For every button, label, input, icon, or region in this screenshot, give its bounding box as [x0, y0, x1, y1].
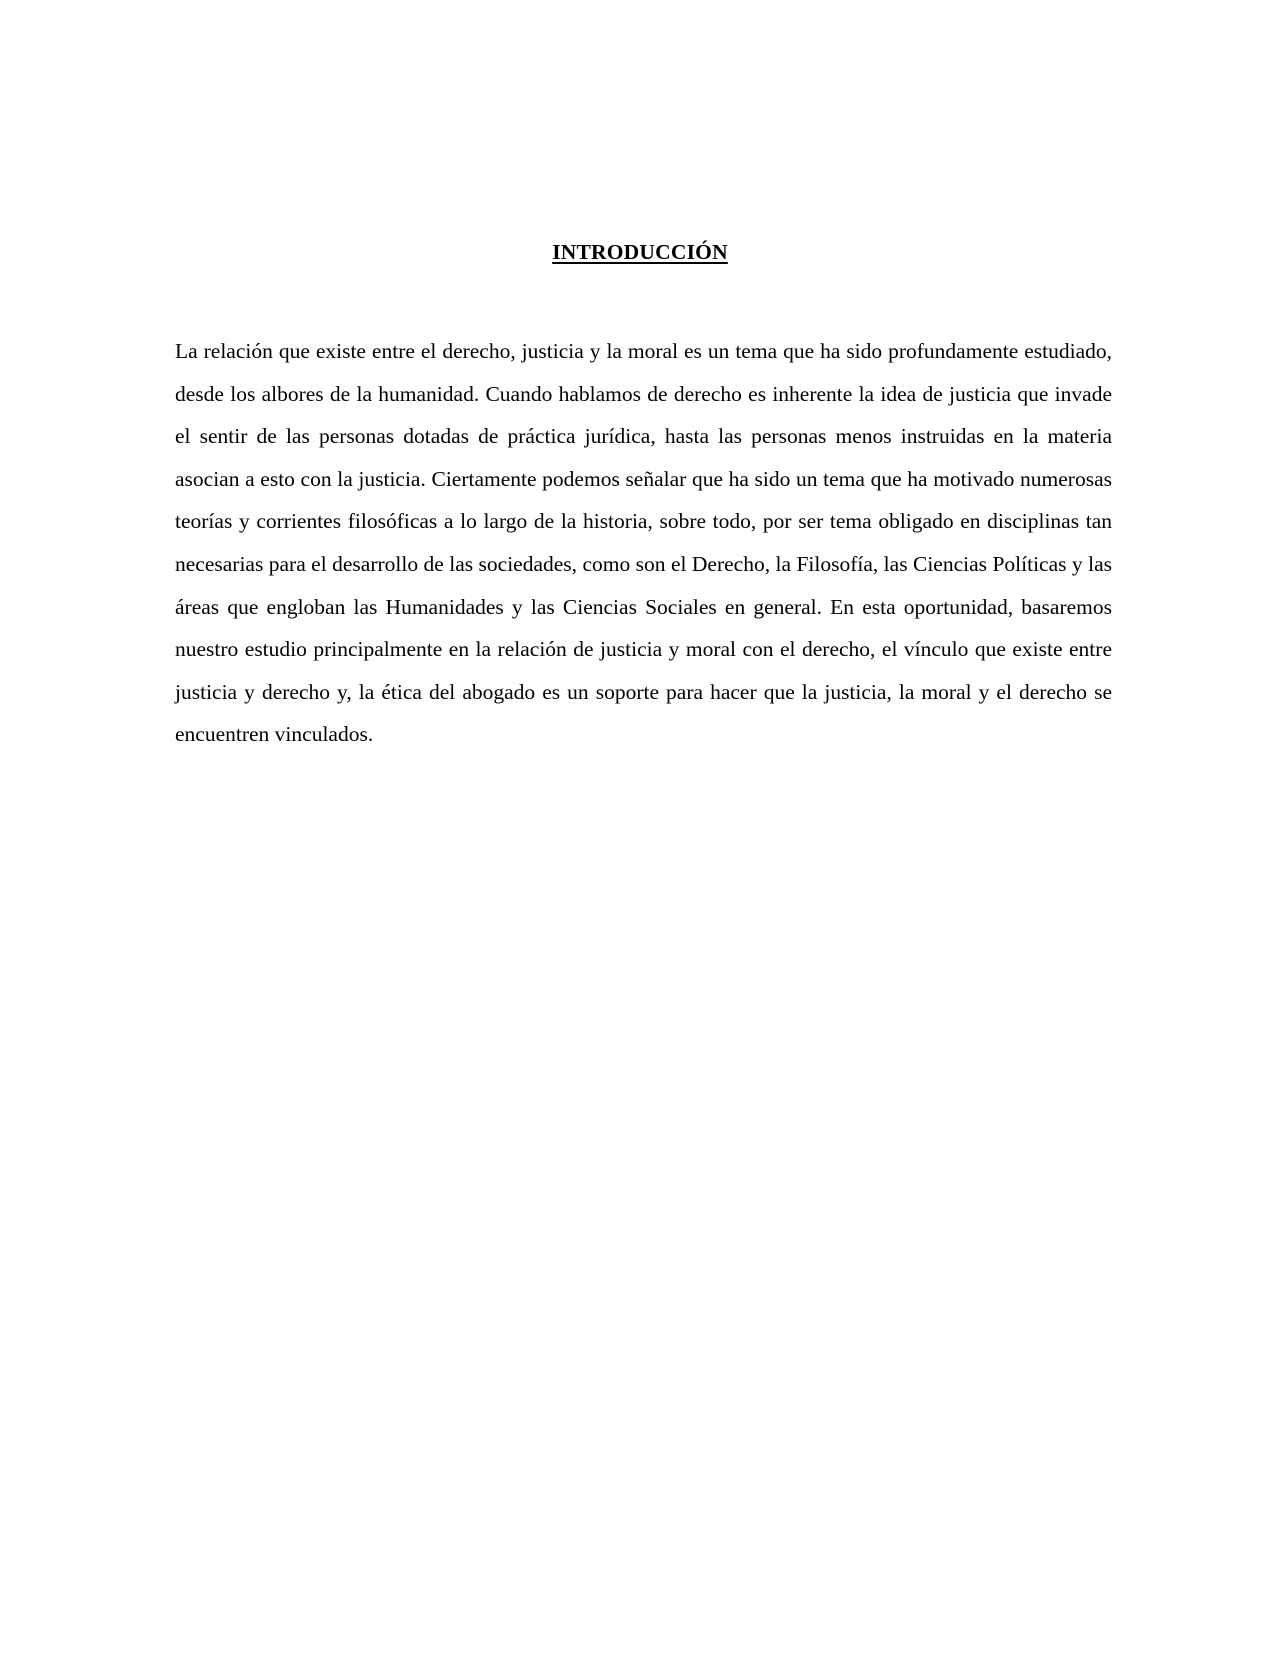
introduction-paragraph: La relación que existe entre el derecho, justicia y la moral es un tema que ha sido profundamente estudiado, desde los albores de la humanidad. Cuando hablamos de derecho es inherente la idea de justicia que invade el sentir de las personas dotadas de práctica jurídica, hasta las personas menos instruidas en la materia asocian a esto con la justicia. Ciertamente podemos señalar que ha sido un tema que ha motivado numerosas teorías y corrientes filosóficas a lo largo de la historia, sobre todo, por ser tema obligado en disciplinas tan necesarias para el desarrollo de las sociedades, como son el Derecho, la Filosofía, las Ciencias Políticas y las áreas que engloban las Humanidades y las Ciencias Sociales en general. En esta oportunidad, basaremos nuestro estudio principalmente en la relación de justicia y moral con el derecho, el vínculo que existe entre justicia y derecho y, la ética del abogado es un soporte para hacer que la justicia, la moral y el derecho se encuentren vinculados.: [175, 339, 1112, 747]
page-title: INTRODUCCIÓN: [552, 240, 728, 264]
